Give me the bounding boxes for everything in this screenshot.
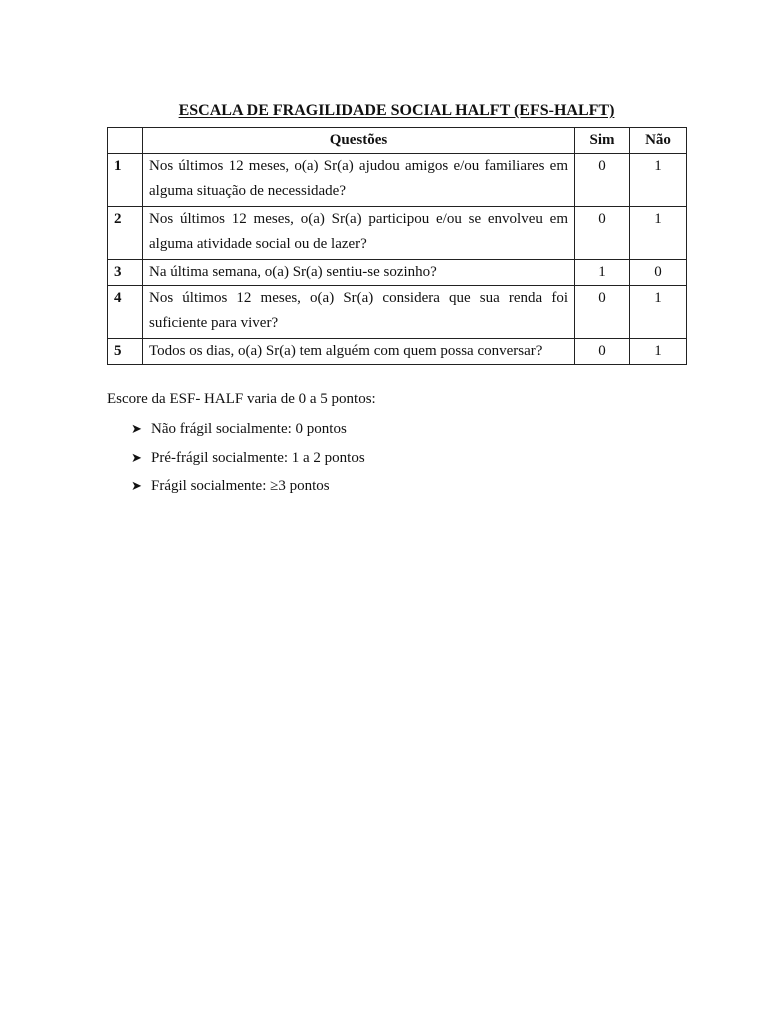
document-title: ESCALA DE FRAGILIDADE SOCIAL HALFT (EFS-HALFT) [178, 102, 615, 119]
question-text: Nos últimos 12 meses, o(a) Sr(a) ajudou amigos e/ou familiares em alguma situação de necessidade? [143, 154, 575, 207]
table-row [108, 154, 687, 207]
row-number: 3 [108, 260, 143, 286]
arrowhead-bullet-icon: ➤ [131, 449, 142, 465]
header-no: Não [630, 128, 687, 154]
yes-score: 1 [575, 260, 630, 286]
question-text: Nos últimos 12 meses, o(a) Sr(a) participou e/ou se envolveu em alguma atividade social ou de lazer? [143, 207, 575, 260]
no-score: 0 [630, 260, 687, 286]
no-score: 1 [630, 154, 687, 207]
table-row [108, 286, 687, 339]
level-text: Pré-frágil socialmente: 1 a 2 pontos [151, 449, 365, 466]
yes-score: 0 [575, 286, 630, 339]
row-number: 2 [108, 207, 143, 260]
level-text: Não frágil socialmente: 0 pontos [151, 421, 347, 437]
header-number [108, 128, 143, 154]
list-item [131, 447, 365, 476]
yes-score: 0 [575, 207, 630, 260]
score-intro: Escore da ESF- HALF varia de 0 a 5 pontos: [107, 391, 376, 407]
yes-score: 0 [575, 339, 630, 365]
arrowhead-bullet-icon: ➤ [131, 478, 142, 493]
table-row [108, 207, 687, 260]
table-row [108, 339, 687, 365]
list-item [131, 418, 365, 447]
score-levels-list [131, 418, 365, 504]
table-header-row [108, 128, 687, 154]
question-text: Todos os dias, o(a) Sr(a) tem alguém com quem possa conversar? [143, 339, 575, 365]
yes-score: 0 [575, 154, 630, 207]
no-score: 1 [630, 207, 687, 260]
scale-table [107, 127, 687, 365]
row-number: 1 [108, 154, 143, 207]
no-score: 1 [630, 339, 687, 365]
no-score: 1 [630, 286, 687, 339]
question-text: Na última semana, o(a) Sr(a) sentiu-se sozinho? [143, 260, 575, 286]
header-questions: Questões [143, 128, 575, 154]
header-yes: Sim [575, 128, 630, 154]
arrowhead-bullet-icon: ➤ [131, 421, 142, 436]
question-text: Nos últimos 12 meses, o(a) Sr(a) considera que sua renda foi suficiente para viver? [143, 286, 575, 339]
row-number: 4 [108, 286, 143, 339]
level-text: Frágil socialmente: ≥3 pontos [151, 478, 330, 494]
list-item [131, 475, 365, 504]
table-row [108, 260, 687, 286]
row-number: 5 [108, 339, 143, 365]
